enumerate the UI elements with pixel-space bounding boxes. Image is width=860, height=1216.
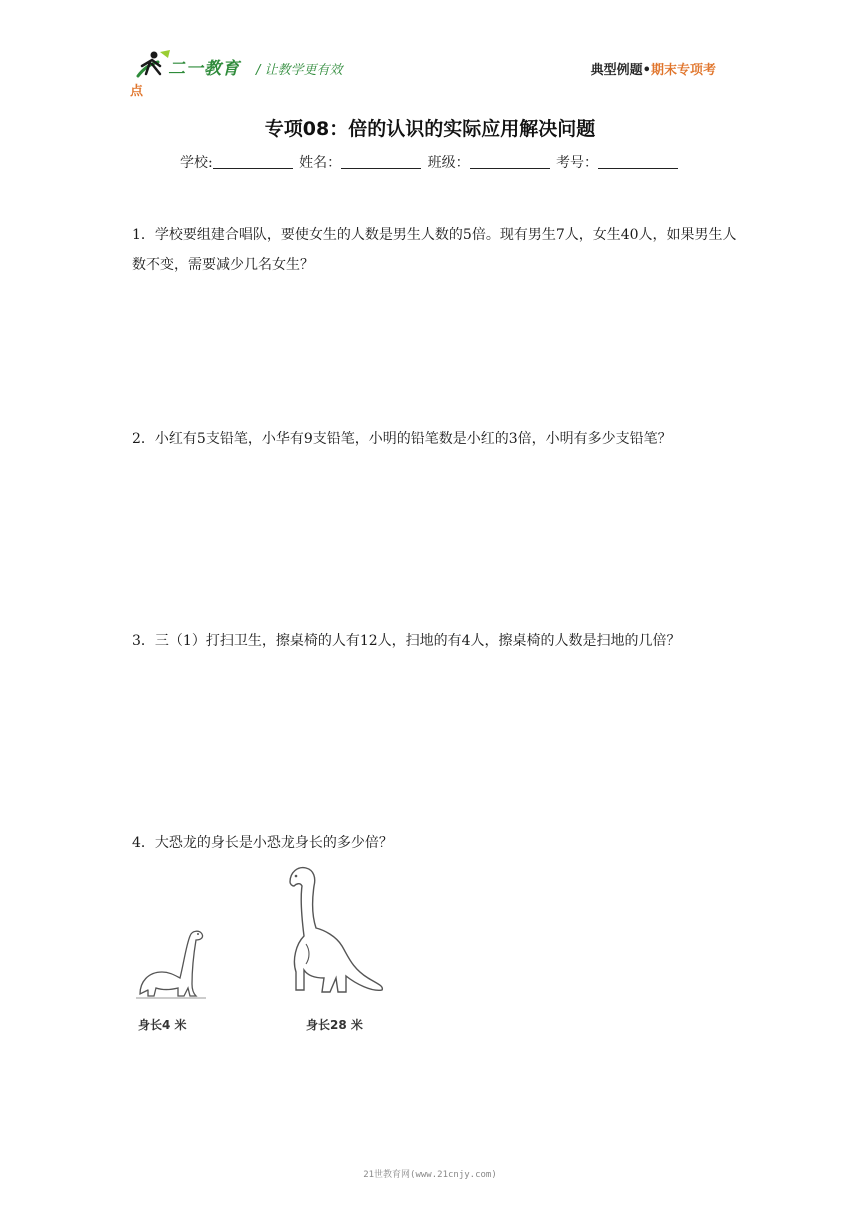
slogan: / 让教学更有效	[256, 63, 343, 78]
class-label: 班级：	[427, 155, 470, 171]
header-category-highlight: 期末专项考	[650, 63, 716, 78]
small-dinosaur-caption: 身长4 米	[138, 1018, 187, 1032]
small-dinosaur-icon	[134, 922, 208, 1002]
exam-label: 考号：	[556, 155, 599, 171]
question-2: 2．小红有5支铅笔，小华有9支铅笔，小明的铅笔数是小红的3倍，小明有多少支铅笔？	[132, 431, 672, 447]
class-blank[interactable]	[470, 154, 550, 169]
exam-blank[interactable]	[598, 154, 678, 169]
page-title: 专项08：倍的认识的实际应用解决问题	[264, 118, 596, 140]
question-3: 3．三（1）打扫卫生，擦桌椅的人有12人，扫地的有4人，擦桌椅的人数是扫地的几倍？	[132, 633, 681, 649]
header-category	[591, 59, 716, 78]
header-category-wrap: 点	[130, 84, 144, 99]
big-dinosaur-caption: 身长28 米	[306, 1018, 363, 1032]
big-dinosaur-icon	[282, 860, 386, 1000]
name-blank[interactable]	[341, 154, 421, 169]
question-1: 1．学校要组建合唱队，要使女生的人数是男生人数的5倍。现有男生7人，女生40人，如果男生人数不变，需要减少几名女生？	[132, 227, 737, 273]
question-4: 4．大恐龙的身长是小恐龙身长的多少倍？	[132, 835, 393, 851]
logo-text: 二一教育	[168, 59, 240, 79]
header-category-prefix: 典型例题•	[590, 63, 651, 78]
school-label: 学校:	[179, 155, 213, 171]
student-info-line	[0, 152, 860, 172]
page-header	[132, 46, 728, 86]
footer-source: 21世教育网(www.21cnjy.com)	[363, 1170, 497, 1180]
school-blank[interactable]	[213, 154, 293, 169]
name-label: 姓名：	[299, 155, 342, 171]
